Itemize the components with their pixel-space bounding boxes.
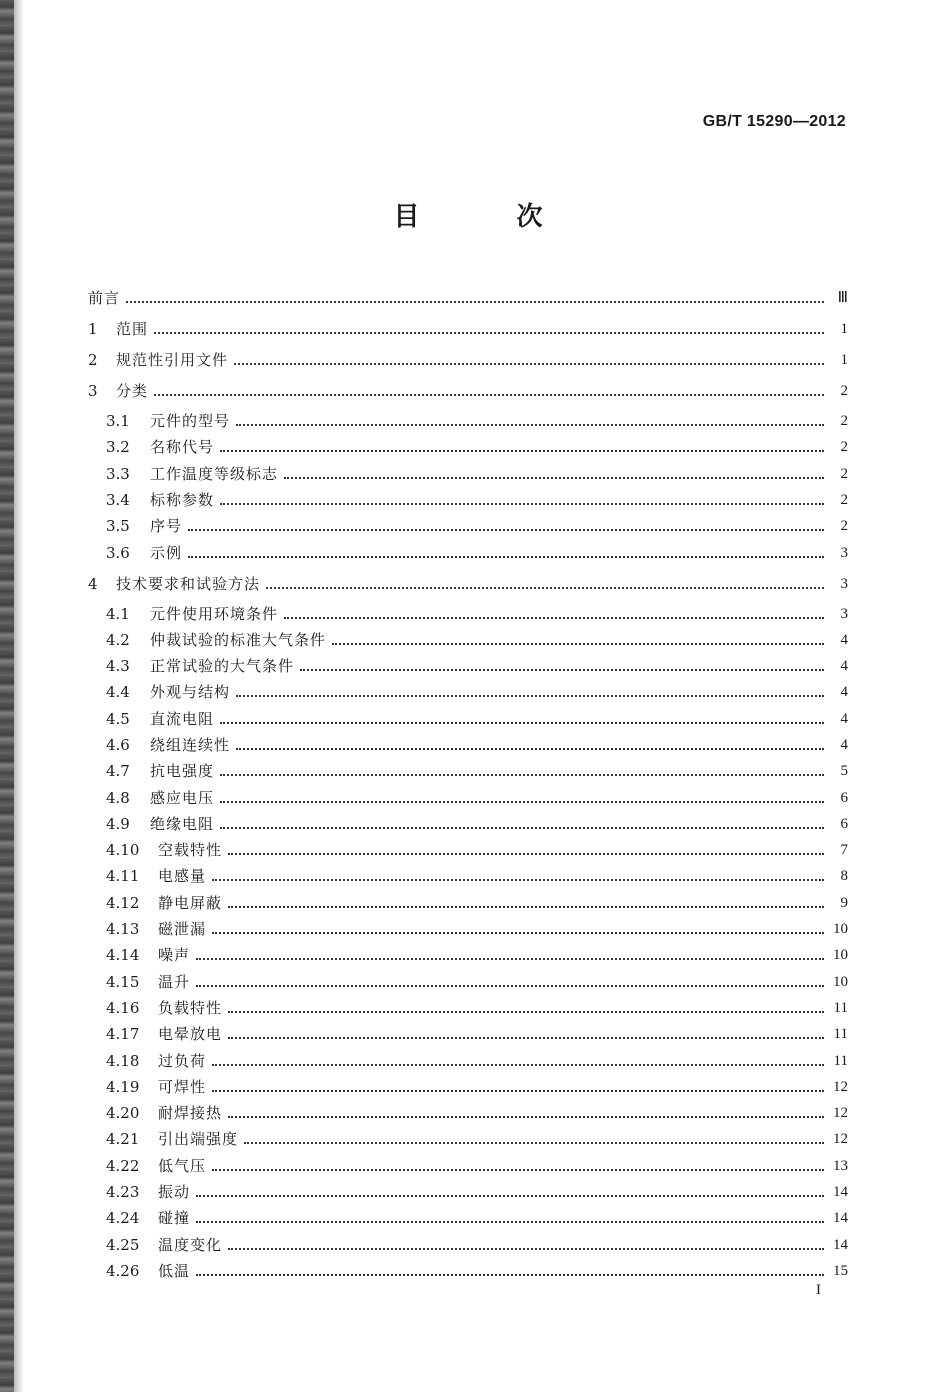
toc-entry[interactable] xyxy=(88,315,848,339)
toc-title: 目 次 xyxy=(393,202,587,232)
toc-entry-page: 14 xyxy=(833,1184,848,1200)
toc-entry-number: 4.26 xyxy=(106,1262,140,1280)
toc-entry-number: 4.3 xyxy=(106,657,130,675)
toc-entry-page: 4 xyxy=(840,658,848,674)
toc-entry-number: 4.2 xyxy=(106,631,130,649)
toc-entry-page: 10 xyxy=(833,974,848,990)
toc-entry-label: 元件使用环境条件 xyxy=(150,605,279,623)
toc-entry-label: 示例 xyxy=(150,544,183,562)
toc-entry-number: 4.18 xyxy=(106,1052,140,1070)
toc-entry-page: 1 xyxy=(840,321,848,337)
toc-entry-page: 2 xyxy=(840,439,848,455)
toc-leader-dots xyxy=(228,1036,824,1039)
toc-entry-label: 电晕放电 xyxy=(158,1025,223,1043)
toc-leader-dots xyxy=(196,1194,824,1197)
toc-entry-label: 负载特性 xyxy=(158,999,223,1017)
toc-entry[interactable] xyxy=(106,1204,848,1228)
toc-entry-number: 4.15 xyxy=(106,973,140,991)
toc-entry-number: 1 xyxy=(88,320,98,338)
toc-entry-label: 标称参数 xyxy=(150,491,215,509)
toc-entry-number: 3.6 xyxy=(106,544,130,562)
toc-entry-label: 温度变化 xyxy=(158,1236,223,1254)
toc-entry-number: 3.1 xyxy=(106,412,130,430)
toc-entry-page: 12 xyxy=(833,1079,848,1095)
toc-entry[interactable] xyxy=(106,1073,848,1097)
toc-leader-dots xyxy=(212,931,824,934)
toc-entry-number: 4.24 xyxy=(106,1209,140,1227)
toc-leader-dots xyxy=(220,502,824,505)
toc-entry-page: 4 xyxy=(840,684,848,700)
toc-entry-page: 12 xyxy=(833,1105,848,1121)
toc-list xyxy=(88,0,848,1392)
toc-entry-number: 4.9 xyxy=(106,815,130,833)
toc-entry-label: 范围 xyxy=(116,320,149,338)
toc-entry-label: 空载特性 xyxy=(158,841,223,859)
toc-entry-page: 3 xyxy=(840,576,848,592)
toc-entry-page: 10 xyxy=(833,947,848,963)
toc-entry-page: 7 xyxy=(840,842,848,858)
toc-entry-page: 3 xyxy=(840,606,848,622)
toc-leader-dots xyxy=(220,800,824,803)
toc-entry-number: 4.8 xyxy=(106,789,130,807)
toc-entry-label: 低气压 xyxy=(158,1157,207,1175)
toc-entry-page: 15 xyxy=(833,1263,848,1279)
toc-entry-number: 4.23 xyxy=(106,1183,140,1201)
toc-leader-dots xyxy=(196,1220,824,1223)
toc-entry[interactable] xyxy=(106,678,848,702)
toc-entry[interactable] xyxy=(106,1099,848,1123)
toc-entry-number: 4.20 xyxy=(106,1104,140,1122)
toc-leader-dots xyxy=(196,1273,824,1276)
toc-entry[interactable] xyxy=(106,1047,848,1071)
toc-leader-dots xyxy=(284,616,824,619)
toc-entry-page: 11 xyxy=(833,1053,848,1069)
toc-entry-page: 11 xyxy=(833,1000,848,1016)
toc-entry-number: 4.19 xyxy=(106,1078,140,1096)
toc-entry-number: 3.2 xyxy=(106,438,130,456)
toc-leader-dots xyxy=(236,694,824,697)
toc-entry-page: 11 xyxy=(833,1026,848,1042)
toc-entry-label: 工作温度等级标志 xyxy=(150,465,279,483)
toc-entry-number: 4.11 xyxy=(106,867,140,885)
toc-entry-number: 4.25 xyxy=(106,1236,140,1254)
toc-leader-dots xyxy=(266,586,824,589)
toc-entry[interactable] xyxy=(106,705,848,729)
toc-entry-page: 3 xyxy=(840,545,848,561)
toc-entry[interactable] xyxy=(106,626,848,650)
standard-number: GB/T 15290—2012 xyxy=(702,113,846,130)
toc-entry[interactable] xyxy=(106,539,848,563)
toc-entry-label: 感应电压 xyxy=(150,789,215,807)
toc-entry-number: 4.4 xyxy=(106,683,130,701)
toc-entry[interactable] xyxy=(106,731,848,755)
toc-entry-page: 1 xyxy=(840,352,848,368)
toc-entry[interactable] xyxy=(106,652,848,676)
toc-entry-page: 14 xyxy=(833,1237,848,1253)
toc-leader-dots xyxy=(212,1168,824,1171)
toc-entry[interactable] xyxy=(106,994,848,1018)
toc-entry-label: 正常试验的大气条件 xyxy=(150,657,295,675)
toc-entry-label: 直流电阻 xyxy=(150,710,215,728)
toc-entry-label: 碰撞 xyxy=(158,1209,191,1227)
toc-entry[interactable] xyxy=(106,460,848,484)
toc-entry-number: 4.17 xyxy=(106,1025,140,1043)
toc-leader-dots xyxy=(220,721,824,724)
toc-entry-number: 4.7 xyxy=(106,762,130,780)
toc-entry[interactable] xyxy=(106,486,848,510)
toc-entry[interactable] xyxy=(88,284,848,308)
toc-entry-page: 2 xyxy=(840,492,848,508)
toc-entry-page: 5 xyxy=(840,763,848,779)
toc-entry-label: 低温 xyxy=(158,1262,191,1280)
toc-leader-dots xyxy=(196,984,824,987)
toc-leader-dots xyxy=(220,826,824,829)
toc-leader-dots xyxy=(126,300,824,303)
toc-leader-dots xyxy=(212,1089,824,1092)
toc-entry[interactable] xyxy=(106,757,848,781)
toc-entry[interactable] xyxy=(88,570,848,594)
toc-entry-label: 磁泄漏 xyxy=(158,920,207,938)
toc-entry[interactable] xyxy=(106,1231,848,1255)
toc-entry-number: 2 xyxy=(88,351,98,369)
toc-leader-dots xyxy=(220,773,824,776)
toc-leader-dots xyxy=(332,642,824,645)
toc-leader-dots xyxy=(228,1010,824,1013)
toc-entry[interactable] xyxy=(106,1257,848,1281)
toc-entry-label: 前言 xyxy=(88,289,121,307)
toc-entry[interactable] xyxy=(106,862,848,886)
toc-entry-number: 4.21 xyxy=(106,1130,140,1148)
toc-leader-dots xyxy=(212,1063,824,1066)
toc-leader-dots xyxy=(244,1141,824,1144)
toc-entry[interactable] xyxy=(106,1125,848,1149)
toc-entry-label: 可焊性 xyxy=(158,1078,207,1096)
toc-entry-label: 外观与结构 xyxy=(150,683,231,701)
toc-entry-page: 8 xyxy=(840,868,848,884)
toc-entry-page: 12 xyxy=(833,1131,848,1147)
toc-entry-label: 抗电强度 xyxy=(150,762,215,780)
toc-entry-page: 2 xyxy=(840,518,848,534)
toc-leader-dots xyxy=(228,852,824,855)
toc-entry-page: 6 xyxy=(840,816,848,832)
toc-entry-number: 4.1 xyxy=(106,605,130,623)
toc-entry-page: Ⅲ xyxy=(837,290,848,306)
toc-leader-dots xyxy=(228,1247,824,1250)
toc-entry-number: 4.6 xyxy=(106,736,130,754)
page-number: I xyxy=(816,1282,821,1298)
toc-entry[interactable] xyxy=(106,1020,848,1044)
toc-leader-dots xyxy=(188,555,824,558)
toc-entry-page: 6 xyxy=(840,790,848,806)
toc-entry[interactable] xyxy=(88,346,848,370)
toc-entry-page: 4 xyxy=(840,711,848,727)
toc-entry-page: 13 xyxy=(833,1158,848,1174)
toc-entry-page: 10 xyxy=(833,921,848,937)
toc-entry-number: 3.4 xyxy=(106,491,130,509)
toc-leader-dots xyxy=(300,668,824,671)
toc-entry[interactable] xyxy=(106,941,848,965)
toc-leader-dots xyxy=(188,528,824,531)
toc-leader-dots xyxy=(228,1115,824,1118)
toc-entry[interactable] xyxy=(106,600,848,624)
toc-entry-label: 电感量 xyxy=(158,867,207,885)
toc-entry[interactable] xyxy=(106,968,848,992)
toc-entry-label: 过负荷 xyxy=(158,1052,207,1070)
toc-entry-label: 技术要求和试验方法 xyxy=(116,575,261,593)
toc-entry-page: 14 xyxy=(833,1210,848,1226)
toc-entry[interactable] xyxy=(106,889,848,913)
toc-entry-number: 3.5 xyxy=(106,517,130,535)
toc-entry-label: 振动 xyxy=(158,1183,191,1201)
toc-entry[interactable] xyxy=(88,377,848,401)
toc-entry-page: 9 xyxy=(840,895,848,911)
toc-entry[interactable] xyxy=(106,836,848,860)
toc-entry[interactable] xyxy=(106,433,848,457)
toc-entry-page: 2 xyxy=(840,383,848,399)
toc-entry-label: 序号 xyxy=(150,517,183,535)
toc-entry-number: 4.14 xyxy=(106,946,140,964)
toc-entry-page: 4 xyxy=(840,632,848,648)
toc-entry-label: 仲裁试验的标准大气条件 xyxy=(150,631,327,649)
toc-entry-page: 2 xyxy=(840,413,848,429)
toc-entry-number: 4.12 xyxy=(106,894,140,912)
toc-leader-dots xyxy=(212,878,824,881)
toc-entry-page: 2 xyxy=(840,466,848,482)
toc-leader-dots xyxy=(236,747,824,750)
toc-entry-number: 3.3 xyxy=(106,465,130,483)
toc-entry-number: 4.13 xyxy=(106,920,140,938)
toc-entry-page: 4 xyxy=(840,737,848,753)
toc-entry[interactable] xyxy=(106,784,848,808)
toc-entry-label: 绕组连续性 xyxy=(150,736,231,754)
toc-leader-dots xyxy=(284,476,824,479)
toc-entry[interactable] xyxy=(106,1178,848,1202)
toc-entry-label: 耐焊接热 xyxy=(158,1104,223,1122)
toc-entry-label: 分类 xyxy=(116,382,149,400)
toc-entry-number: 4.16 xyxy=(106,999,140,1017)
toc-leader-dots xyxy=(154,393,824,396)
toc-entry-number: 4.10 xyxy=(106,841,140,859)
toc-entry[interactable] xyxy=(106,915,848,939)
toc-entry-number: 3 xyxy=(88,382,98,400)
toc-leader-dots xyxy=(196,957,824,960)
toc-entry-number: 4.22 xyxy=(106,1157,140,1175)
toc-entry-number: 4 xyxy=(88,575,98,593)
toc-leader-dots xyxy=(220,449,824,452)
toc-entry-label: 噪声 xyxy=(158,946,191,964)
toc-entry[interactable] xyxy=(106,810,848,834)
toc-entry-label: 规范性引用文件 xyxy=(116,351,229,369)
toc-entry-label: 名称代号 xyxy=(150,438,215,456)
toc-leader-dots xyxy=(228,905,824,908)
toc-leader-dots xyxy=(236,423,824,426)
toc-entry-label: 绝缘电阻 xyxy=(150,815,215,833)
toc-entry-label: 静电屏蔽 xyxy=(158,894,223,912)
toc-entry-number: 4.5 xyxy=(106,710,130,728)
toc-entry[interactable] xyxy=(106,1152,848,1176)
toc-entry[interactable] xyxy=(106,407,848,431)
toc-leader-dots xyxy=(154,331,824,334)
toc-entry-label: 温升 xyxy=(158,973,191,991)
toc-entry[interactable] xyxy=(106,512,848,536)
toc-leader-dots xyxy=(234,362,824,365)
toc-entry-label: 元件的型号 xyxy=(150,412,231,430)
toc-entry-label: 引出端强度 xyxy=(158,1130,239,1148)
